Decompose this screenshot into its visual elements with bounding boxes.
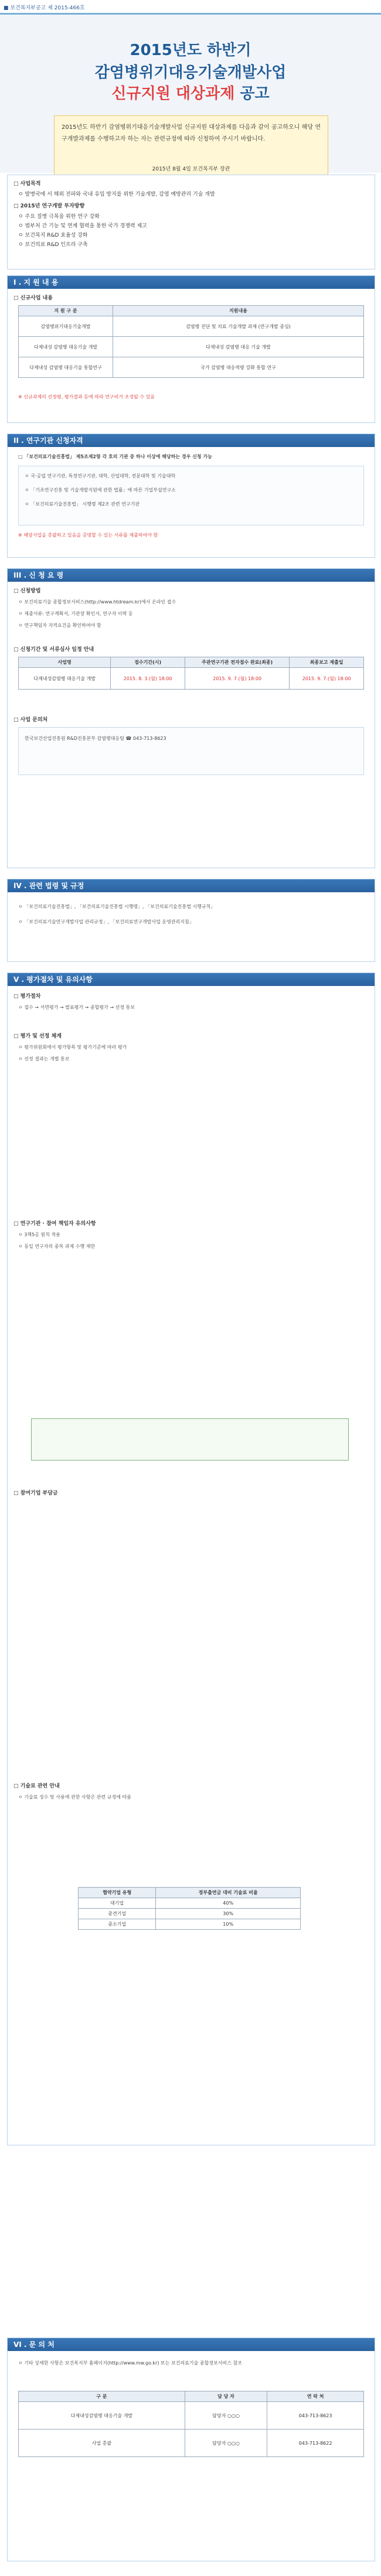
- support-note: ※ 신규과제의 선정평, 평가결과 등에 따라 연구비가 조정될 수 있음: [18, 394, 155, 400]
- header-year: 2015년도 하반기: [130, 42, 251, 59]
- table-cell: 중소기업: [79, 1919, 156, 1930]
- eval-line: ㅇ 기술료 징수 및 사용에 관한 사항은 관련 규정에 따름: [18, 1794, 131, 1800]
- royalty-table: [78, 1887, 301, 1930]
- section-application: [7, 568, 375, 868]
- eval-line: ㅇ 3책5공 원칙 적용: [18, 1232, 60, 1237]
- eligibility-line: □ 「보건의료기술진흥법」 제5조제2항 각 호의 기관 중 하나 이상에 해당하는 경우 신청 가능: [18, 454, 212, 459]
- table-row: [19, 668, 364, 690]
- table-row: [79, 1909, 301, 1919]
- contact-table: [18, 2391, 364, 2457]
- table-cell: 다제내성 감염병 대응기술 개발: [19, 337, 113, 357]
- application-line: ㅇ 연구책임자 자격요건을 확인하여야 함: [18, 623, 101, 628]
- subsection-title: □ 평가 및 선정 체계: [13, 1033, 62, 1039]
- section-title: II . 연구기관 신청자격: [8, 434, 375, 447]
- table-row: [19, 316, 364, 337]
- table-row: [19, 337, 364, 357]
- contact-line: ㅇ 기타 상세한 사항은 보건복지부 홈페이지(http://www.mw.go.kr) 또는 보건의료기술 종합정보서비스 참조: [18, 2360, 242, 2366]
- table-cell: 2015. 8. 3.(월) 18:00: [111, 668, 185, 690]
- toc-line: ㅇ 보건의료 R&D 인프라 구축: [18, 242, 88, 248]
- table-row: [19, 357, 364, 378]
- toc-line: ㅇ 보건복지 R&D 효율성 강화: [18, 233, 88, 238]
- eligibility-box: [18, 466, 364, 526]
- table-header: 정부출연금 대비 기술료 비율: [156, 1888, 301, 1898]
- eligibility-line: ㅇ 「기초연구진흥 및 기술개발지원에 관한 법률」에 따른 기업부설연구소: [25, 487, 176, 493]
- section-title: I . 지 원 내 용: [8, 276, 375, 289]
- notice-box: [54, 115, 328, 178]
- section-laws: [7, 879, 375, 962]
- toc-line: ㅇ 범부처 간 기능 및 연계 협력을 통한 국가 경쟁력 제고: [18, 223, 147, 229]
- table-header: 접수기간(시): [111, 657, 185, 668]
- table-cell: 2015. 9. 7.(월) 18:00: [185, 668, 290, 690]
- table-cell: 043-713-8622: [267, 2430, 364, 2457]
- table-header: 지원내용: [113, 306, 364, 316]
- header-subtitle-red: 신규지원 대상과제: [111, 85, 235, 103]
- table-cell: 담당자 ○○○: [185, 2430, 267, 2457]
- table-cell: 중견기업: [79, 1909, 156, 1919]
- table-header: 담 당 자: [185, 2391, 267, 2402]
- law-line: ㅇ 「보건의료기술연구개발사업 관리규정」, 「보건의료연구개발사업 운영관리지침」: [18, 919, 194, 924]
- table-cell: 감염병 진단 및 치료 기술개발 과제 (연구개발 중심): [113, 316, 364, 337]
- section-title: V . 평가절차 및 유의사항: [8, 973, 375, 986]
- table-row: [19, 2402, 364, 2430]
- table-cell: 다제내성 감염병 대응기술 통합연구: [19, 357, 113, 378]
- purpose-box: [7, 175, 375, 269]
- table-cell: 담당자 ○○○: [185, 2402, 267, 2430]
- toc-line: ㅇ 발병국에 서 해외 전파와 국내 유입 방지를 위한 기술개발, 감염 예방관리 기술 개발: [18, 192, 215, 197]
- subsection-title: □ 신청기간 및 서류심사 일정 안내: [13, 647, 94, 653]
- table-header: 구 분: [19, 2391, 185, 2402]
- application-line: ㅇ 보건의료기술 종합정보서비스(http://www.htdream.kr)에서 온라인 접수: [18, 599, 176, 605]
- schedule-table: [18, 657, 364, 690]
- table-header: 최종보고 제출일: [290, 657, 364, 668]
- section-title: VI . 문 의 처: [8, 2338, 375, 2351]
- section-support: [7, 275, 375, 423]
- toc-line: ㅇ 주요 질병 극복을 위한 연구 강화: [18, 214, 100, 220]
- eval-line: ㅇ 접수 → 서면평가 → 발표평가 → 종합평가 → 선정 통보: [18, 1005, 135, 1010]
- table-cell: 40%: [156, 1898, 301, 1909]
- section-contact: [7, 2338, 375, 2561]
- table-row: [79, 1919, 301, 1930]
- table-header: 주관연구기관 전자접수 완료(최종): [185, 657, 290, 668]
- table-cell: 다제내성 감염병 대응 기술 개발: [113, 337, 364, 357]
- table-row: [79, 1898, 301, 1909]
- table-cell: 사업 총괄: [19, 2430, 185, 2457]
- highlight-box: [31, 1418, 349, 1461]
- table-header: 지 원 구 분: [19, 306, 113, 316]
- table-cell: 다제내성감염병 대응기술 개발: [19, 2402, 185, 2430]
- table-cell: 30%: [156, 1909, 301, 1919]
- subsection-title: □ 참여기업 부담금: [13, 1490, 58, 1496]
- toc-line: □ 사업목적: [13, 181, 41, 187]
- table-header: 협약기업 유형: [79, 1888, 156, 1898]
- table-cell: 국가 감염병 대응역량 강화 통합 연구: [113, 357, 364, 378]
- subsection-title: □ 사업 문의처: [13, 717, 48, 723]
- application-line: ㅇ 제출서류: 연구계획서, 기관장 확인서, 연구자 이력 등: [18, 611, 133, 616]
- subsection-title: □ 신규사업 내용: [13, 295, 53, 301]
- section-eligibility: [7, 434, 375, 558]
- header: [0, 13, 381, 173]
- table-row: [19, 2430, 364, 2457]
- notice-text: 2015년도 하반기 감염병위기대응기술개발사업 신규지원 대상과제를 다음과 같이 공고하오니 해당 연구개발과제를 수행하고자 하는 자는 관련규정에 따라 신청하여 주시기 바랍니다.: [62, 124, 321, 142]
- header-subtitle: [0, 81, 381, 103]
- section-title: III . 신 청 요 령: [8, 569, 375, 582]
- subsection-title: □ 연구기관 · 참여 책임자 유의사항: [13, 1221, 96, 1227]
- header-title: 감염병위기대응기술개발사업: [94, 64, 287, 81]
- support-table: [18, 305, 364, 378]
- contact-line: 한국보건산업진흥원 R&D진흥본부 감염병대응팀 ☎ 043-713-8623: [25, 736, 166, 741]
- subsection-title: □ 신청방법: [13, 588, 41, 594]
- law-line: ㅇ 「보건의료기술진흥법」, 「보건의료기술진흥법 시행령」, 「보건의료기술진흥법 시행규칙」: [18, 904, 216, 909]
- table-cell: 다제내성감염병 대응기술 개발: [19, 668, 111, 690]
- eligibility-note: ※ 해당사업을 총괄하고 있음을 증명할 수 있는 서류를 제출하여야 함: [18, 533, 158, 538]
- table-cell: 대기업: [79, 1898, 156, 1909]
- toc-line: □ 2015년 연구개발 투자방향: [13, 203, 85, 209]
- eligibility-line: ㅇ 국·공립 연구기관, 특정연구기관, 대학, 산업대학, 전문대학 및 기술대학: [25, 473, 176, 479]
- table-cell: 2015. 9. 7.(월) 18:00: [290, 668, 364, 690]
- eval-line: ㅇ 평가위원회에서 평가항목 및 평가기준에 따라 평가: [18, 1045, 127, 1050]
- table-cell: 10%: [156, 1919, 301, 1930]
- table-cell: 043-713-8623: [267, 2402, 364, 2430]
- table-header: 연 락 처: [267, 2391, 364, 2402]
- contact-box: [18, 727, 364, 775]
- subsection-title: □ 평가절차: [13, 994, 41, 999]
- section-evaluation: [7, 973, 375, 2145]
- section-title: IV . 관련 법령 및 규정: [8, 879, 375, 892]
- eval-line: ㅇ 동일 연구자의 중복 과제 수행 제한: [18, 1244, 96, 1249]
- eval-line: ㅇ 선정 결과는 개별 통보: [18, 1056, 70, 1062]
- table-cell: 감염병위기대응기술개발: [19, 316, 113, 337]
- eligibility-line: ㅇ 「보건의료기술진흥법」 시행령 제2조 관련 연구기관: [25, 501, 140, 507]
- subsection-title: □ 기술료 관련 안내: [13, 1783, 60, 1789]
- table-header: 사업명: [19, 657, 111, 668]
- announcement-number: ■ 보건복지부공고 제 2015-466호: [4, 5, 85, 11]
- notice-date: 2015년 8월 4일 보건복지부 장관: [152, 166, 230, 172]
- header-subtitle-plain: 공고: [240, 85, 270, 103]
